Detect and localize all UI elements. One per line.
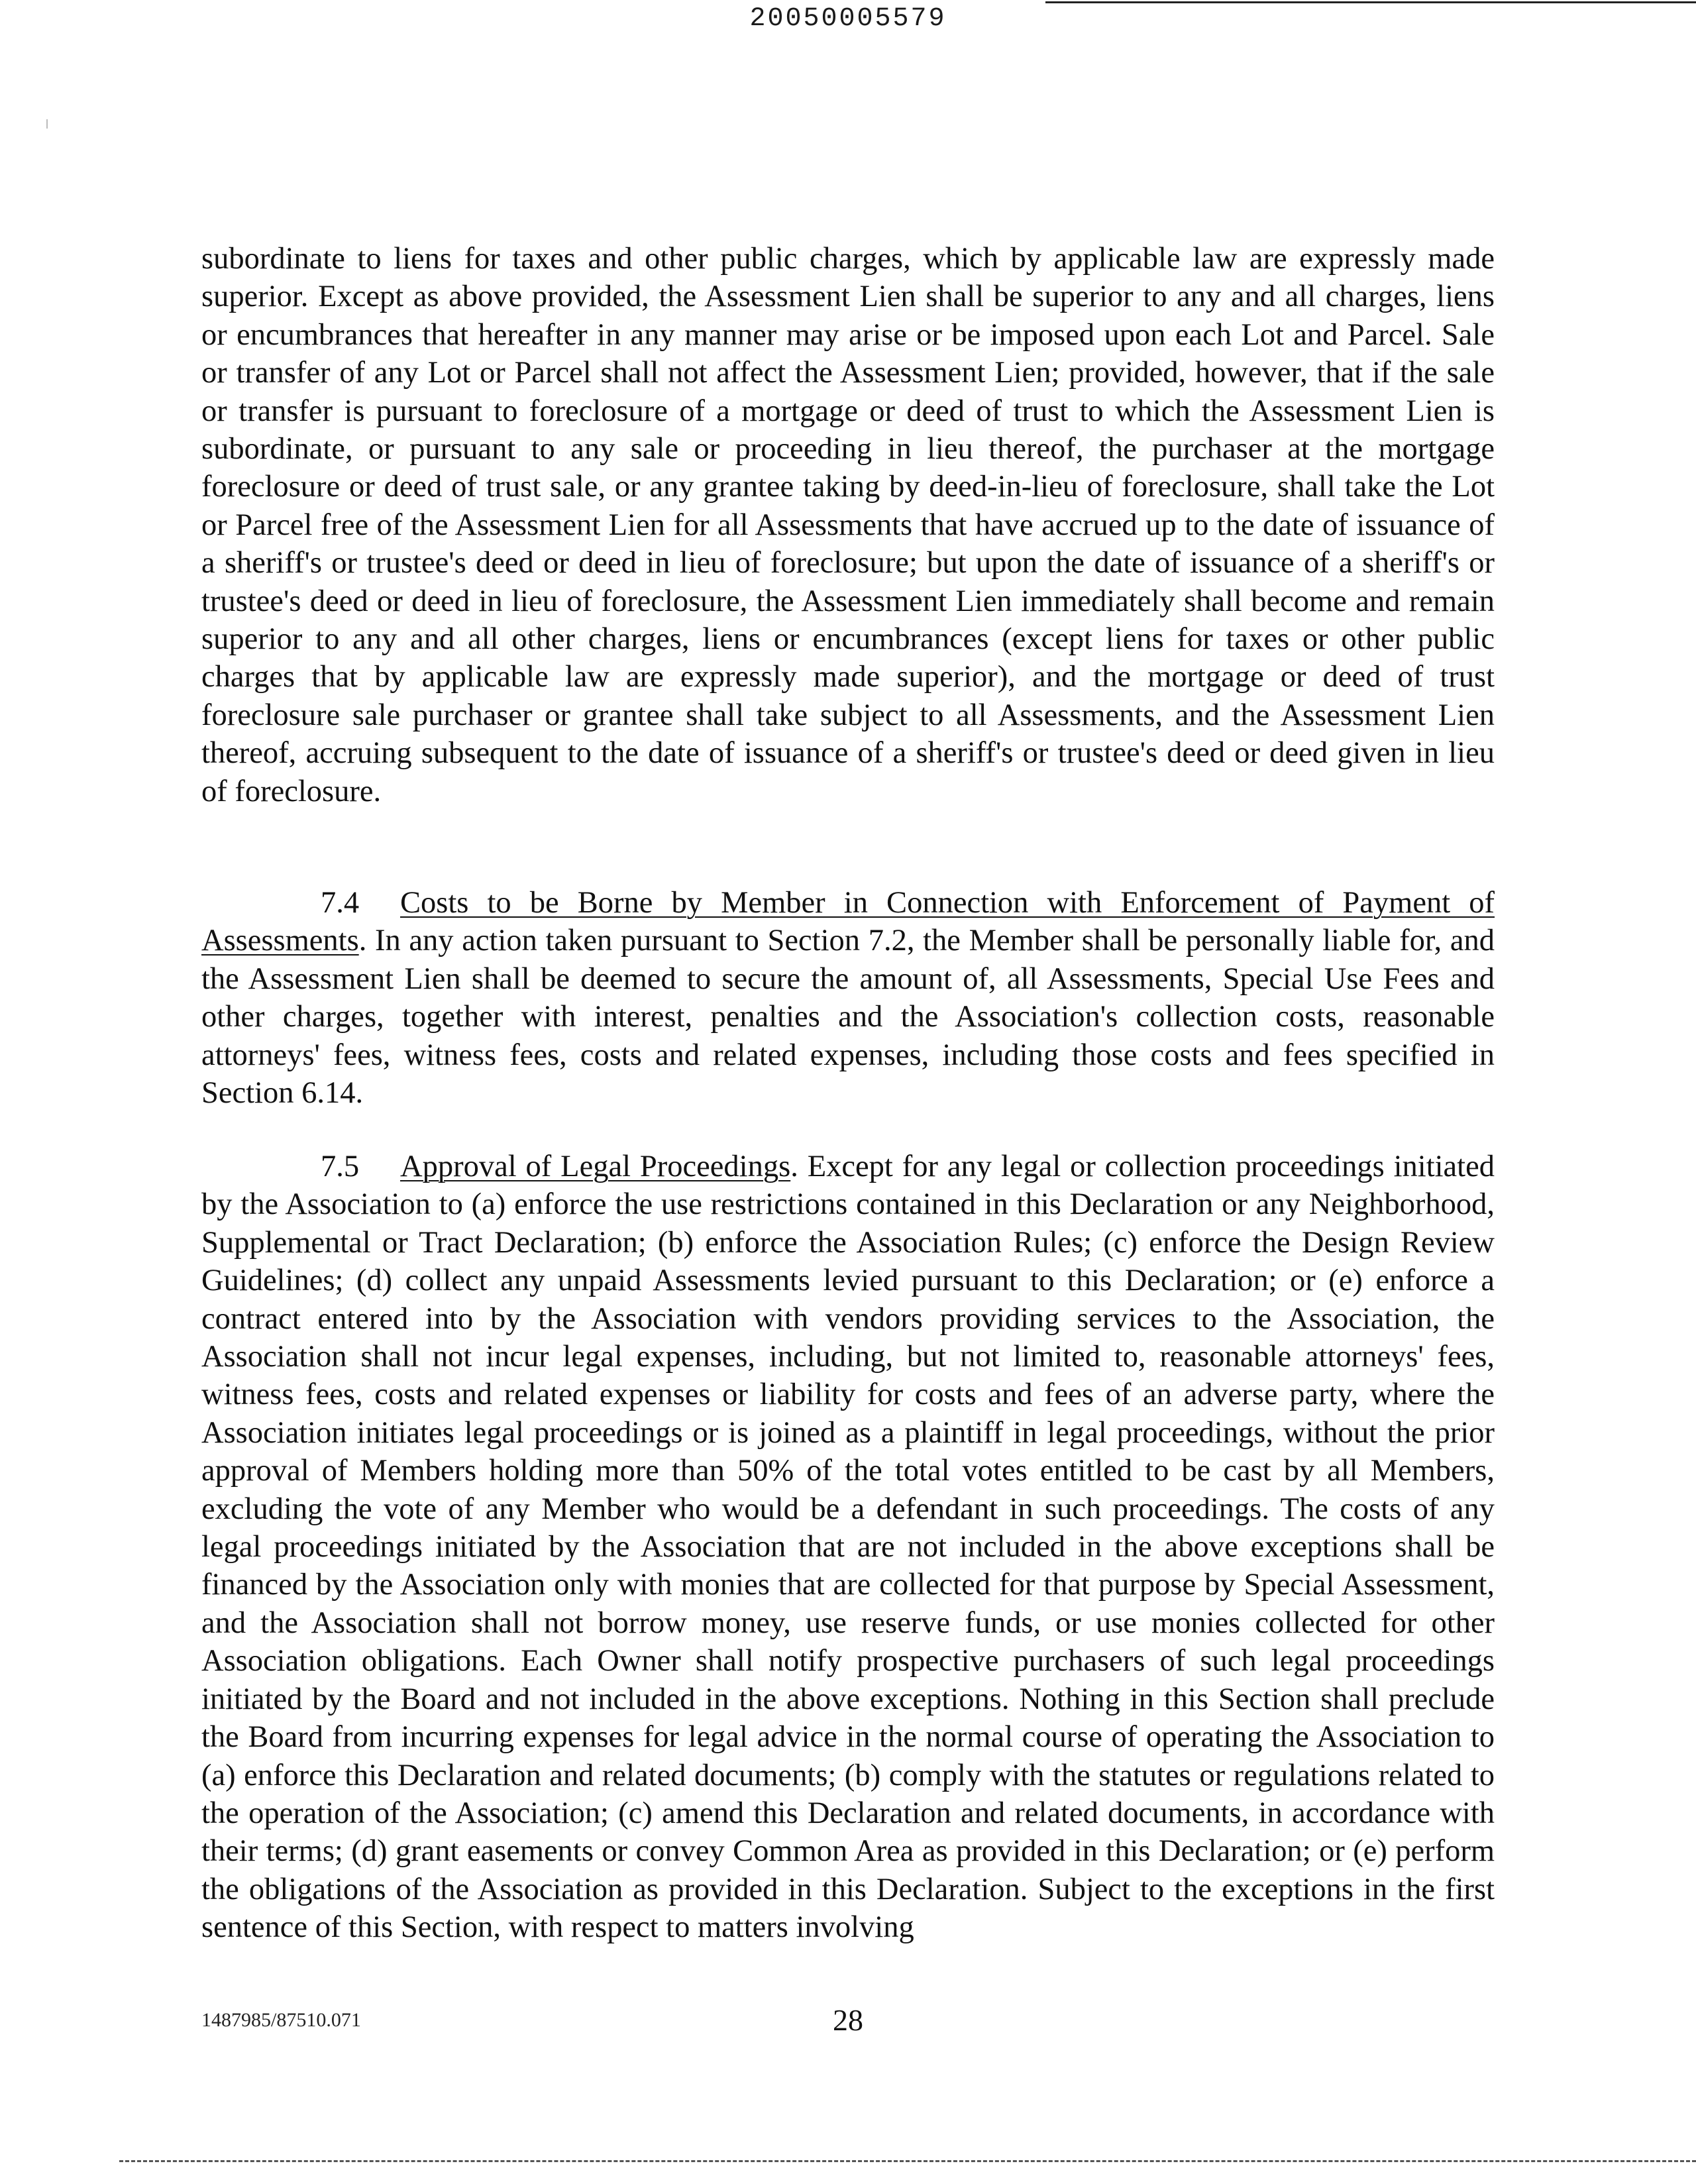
section-7-4 (201, 884, 1495, 1112)
top-rule (1045, 1, 1696, 3)
section-body: . Except for any legal or collection proceedings initiated by the Association to (a) enforce the use restrictions contained in this Declaration or any Neighborhood, Supplemental or Tract Declaration; (b) enforce the Association Rules; (c) enforce the Design Review Guidelines; (d) collect any unpaid Assessments levied pursuant to this Declaration; or (e) enforce a contract entered into by the Association with vendors providing services to the Association, the Association shall not incur legal expenses, including, but not limited to, reasonable attorneys' fees, witness fees, costs and related expenses or liability for costs and fees of an adverse party, where the Association initiates legal proceedings or is joined as a plaintiff in legal proceedings, without the prior approval of Members holding more than 50% of the total votes entitled to be cast by all Members, excluding the vote of any Member who would be a defendant in such proceedings. The costs of any legal proceedings initiated by the Association that are not included in the above exceptions shall be financed by the Association only with monies that are collected for that purpose by Special Assessment, and the Association shall not borrow money, use reserve funds, or use monies collected for other Association obligations. Each Owner shall notify prospective purchasers of such legal proceedings initiated by the Board and not included in the above exceptions. Nothing in this Section shall preclude the Board from incurring expenses for legal advice in the normal course of operating the Association to (a) enforce this Declaration and related documents; (b) comply with the statutes or regulations related to the operation of the Association; (c) amend this Declaration and related documents, in accordance with their terms; (d) grant easements or convey Common Area as provided in this Declaration; or (e) perform the obligations of the Association as provided in this Declaration. Subject to the exceptions in the first sentence of this Section, with respect to matters involving (201, 1150, 1495, 1945)
footer-file-id: 1487985/87510.071 (201, 2009, 361, 2031)
section-heading: Approval of Legal Proceedings (400, 1150, 791, 1183)
section-7-5 (201, 1148, 1495, 1947)
section-number: 7.4 (321, 886, 360, 920)
section-heading: Costs to be Borne by Member in Connection with Enforcement of Payment of Assessments (201, 886, 1495, 958)
page-number: 28 (833, 2003, 863, 2037)
bottom-rule (119, 2160, 1696, 2162)
scan-mark (46, 119, 48, 129)
section-body: . In any action taken pursuant to Section 7.2, the Member shall be personally liable for, and the Assessment Lien shall be deemed to secure the amount of, all Assessments, Special Use Fees and other charges, together with interest, penalties and the Association's collection costs, reasonable attorneys' fees, witness fees, costs and related expenses, including those costs and fees specified in Section 6.14. (201, 924, 1495, 1111)
paragraph-assessment-lien-priority: subordinate to liens for taxes and other public charges, which by applicable law are expressly made superior. Except as above provided, the Assessment Lien shall be superior to any and all charges, liens or encumbrances that hereafter in any manner may arise or be imposed upon each Lot and Parcel. Sale or transfer of any Lot or Parcel shall not affect the Assessment Lien; provided, however, that if the sale or transfer is pursuant to foreclosure of a mortgage or deed of trust to which the Assessment Lien is subordinate, or pursuant to any sale or proceeding in lieu thereof, the purchaser at the mortgage foreclosure or deed of trust sale, or any grantee taking by deed-in-lieu of foreclosure, shall take the Lot or Parcel free of the Assessment Lien for all Assessments that have accrued up to the date of issuance of a sheriff's or trustee's deed or deed in lieu of foreclosure; but upon the date of issuance of a sheriff's or trustee's deed or deed in lieu of foreclosure, the Assessment Lien immediately shall become and remain superior to any and all other charges, liens or encumbrances (except liens for taxes or other public charges that by applicable law are expressly made superior), and the mortgage or deed of trust foreclosure sale purchaser or grantee shall take subject to all Assessments, and the Assessment Lien thereof, accruing subsequent to the date of issuance of a sheriff's or trustee's deed or deed given in lieu of foreclosure. (201, 242, 1495, 808)
section-number: 7.5 (321, 1150, 360, 1183)
document-number: 20050005579 (749, 4, 947, 34)
